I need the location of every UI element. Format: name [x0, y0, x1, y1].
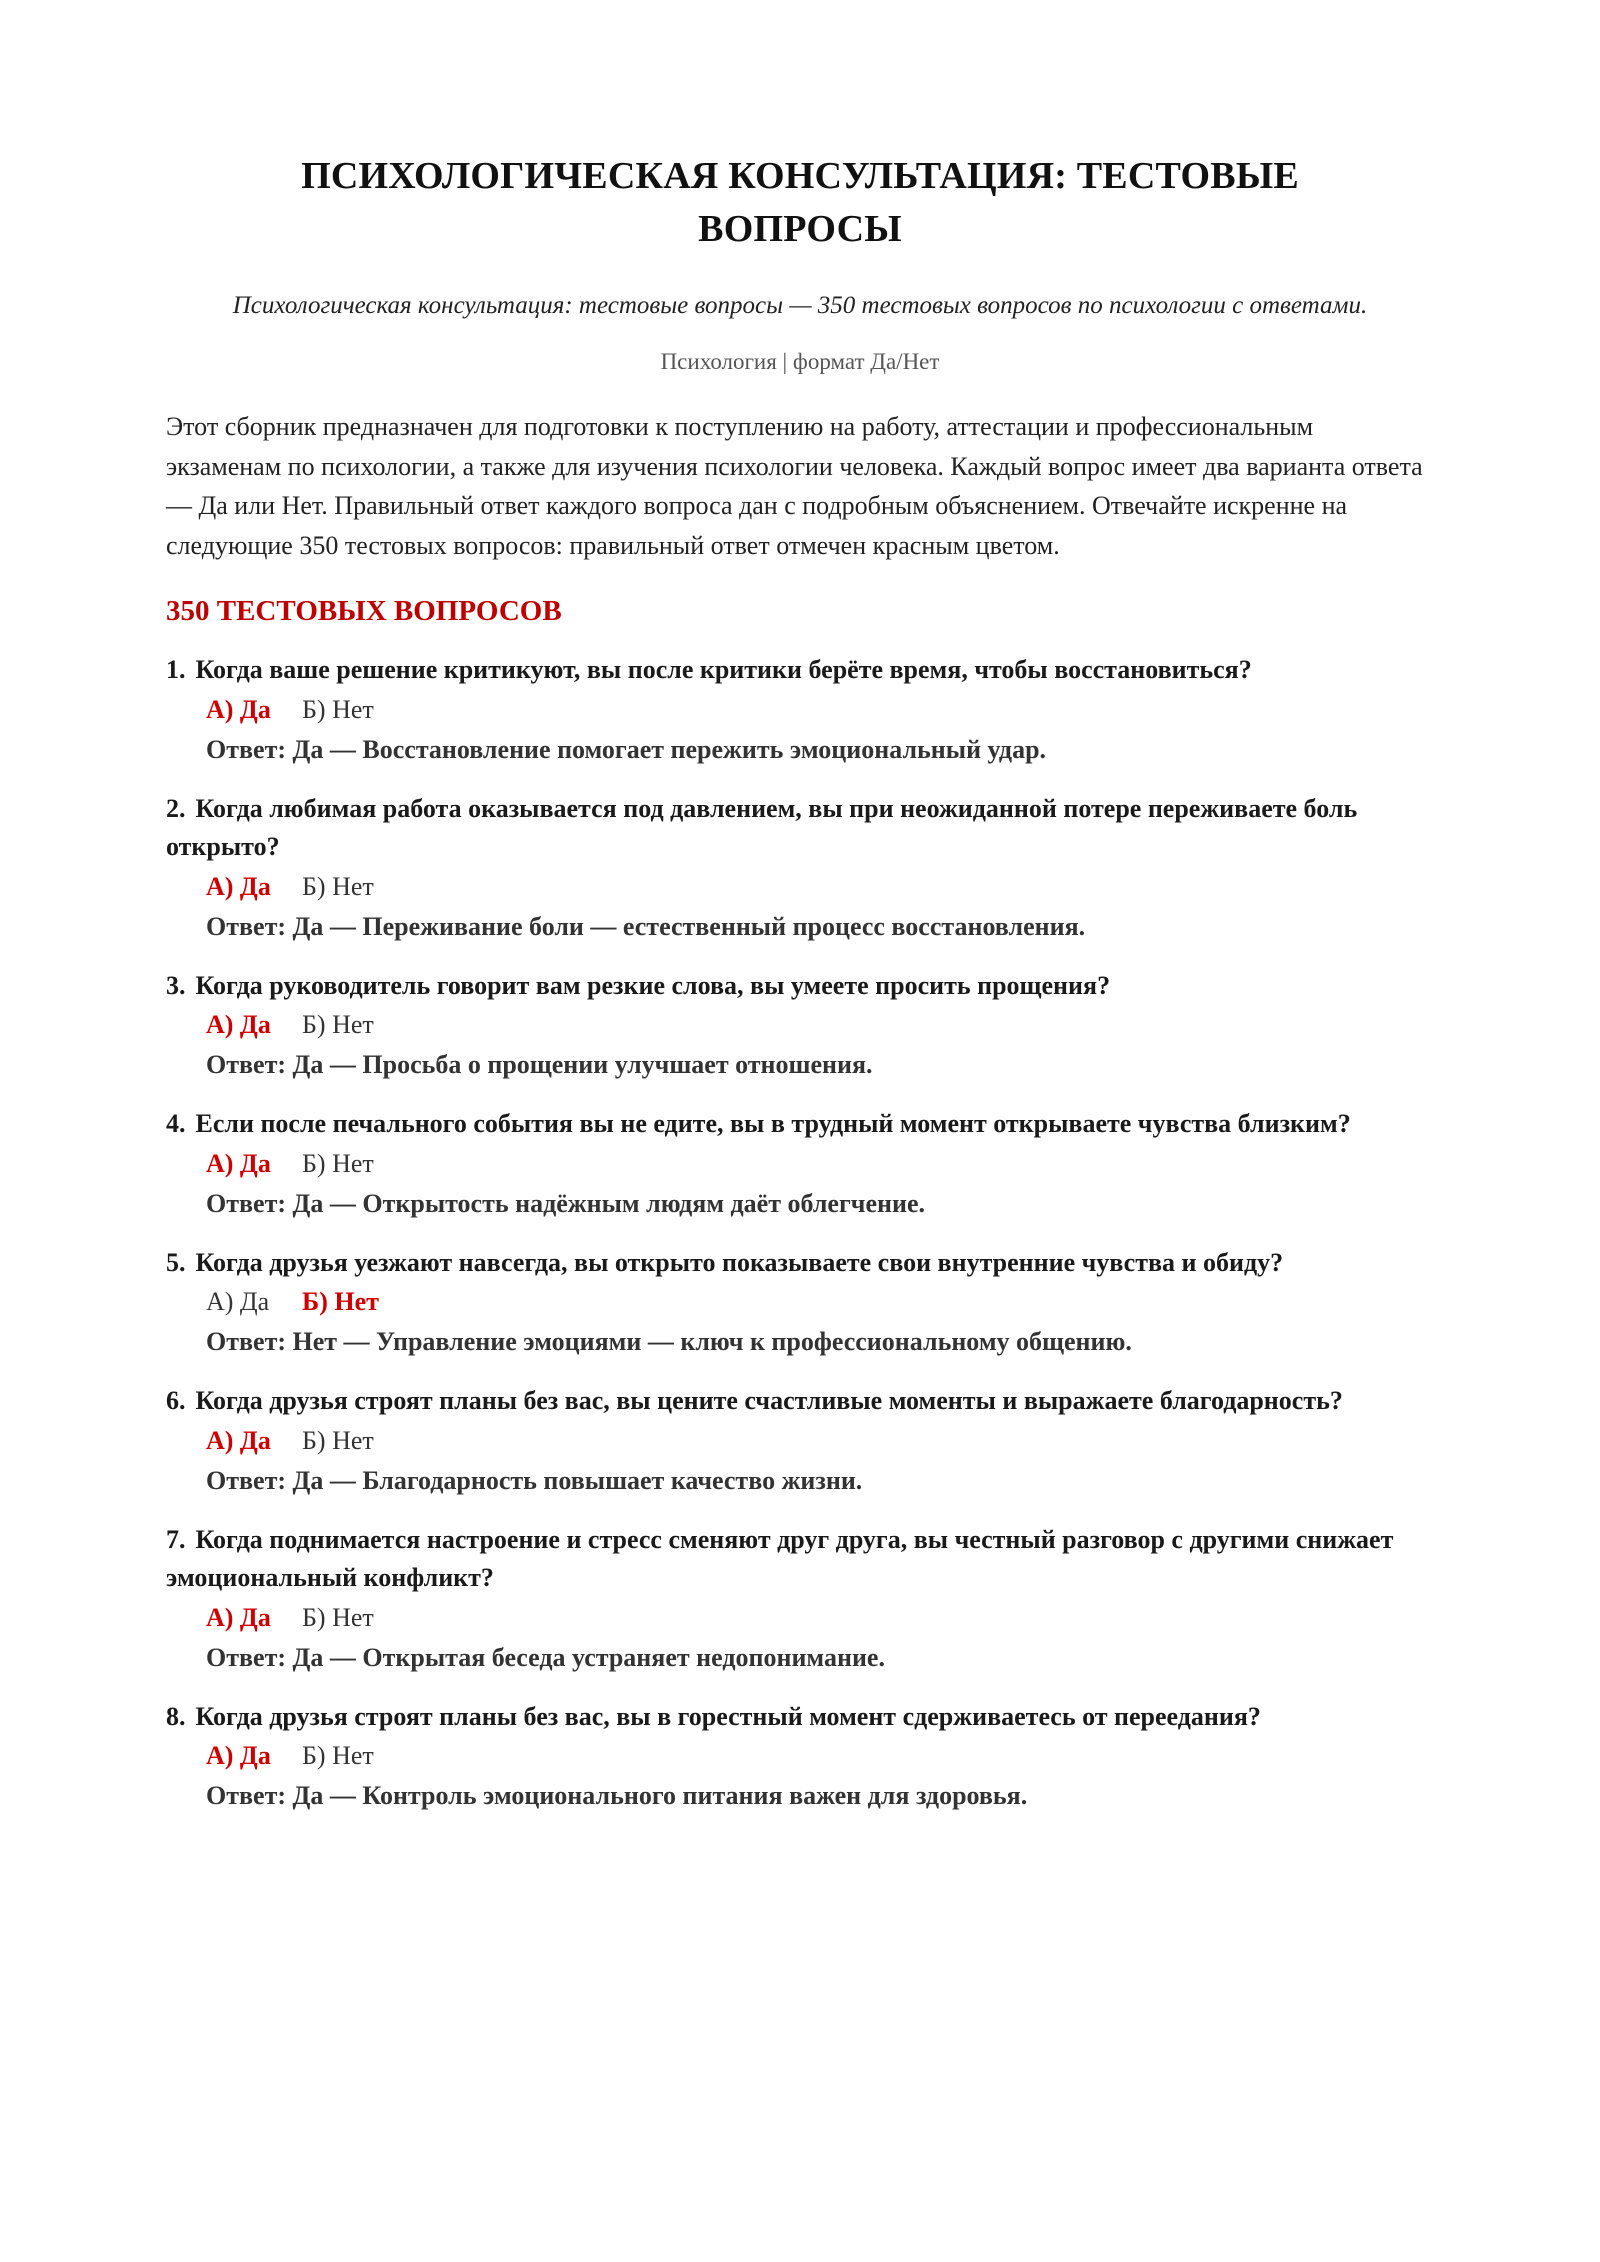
option-a: А) Да	[206, 1741, 271, 1770]
option-a: А) Да	[206, 871, 271, 901]
question-list	[166, 651, 1434, 1816]
answer-explanation: Ответ: Да — Открытая беседа устраняет недопонимание.	[206, 1642, 885, 1672]
question-number: 2.	[166, 793, 186, 823]
intro-paragraph: Этот сборник предназначен для подготовки к поступлению на работу, аттестации и профессиональным экзаменам по психологии, а также для изучения психологии человека. Каждый вопрос имеет два варианта ответа — Да или Нет. Правильный ответ каждого вопроса дан с подробным объяснением. Отвечайте искренне на следующие 350 тестовых вопросов: правильный ответ отмечен красным цветом.	[166, 412, 1423, 560]
question-text: Когда друзья строят планы без вас, вы цените счастливые моменты и выражаете благодарность?	[195, 1386, 1343, 1415]
answer-options	[166, 1736, 1434, 1776]
question-number: 3.	[166, 970, 186, 1000]
answer-options	[166, 1282, 1434, 1322]
question-text-line	[166, 1382, 1434, 1421]
question-text: Если после печального события вы не едите, вы в трудный момент открываете чувства близким?	[195, 1109, 1351, 1138]
question-text-line	[166, 651, 1434, 690]
option-b: Б) Нет	[302, 1148, 374, 1178]
answer-explanation: Ответ: Да — Открытость надёжным людям даёт облегчение.	[206, 1188, 925, 1218]
answer-explanation: Ответ: Да — Переживание боли — естественный процесс восстановления.	[206, 911, 1086, 941]
question-number: 8.	[166, 1701, 186, 1731]
option-b: Б) Нет	[302, 1425, 374, 1455]
question-number: 5.	[166, 1247, 186, 1277]
question-text-line	[166, 967, 1434, 1006]
question-text-line	[166, 790, 1434, 867]
question-text: Когда руководитель говорит вам резкие слова, вы умеете просить прощения?	[195, 970, 1111, 1000]
question-text-line	[166, 1521, 1434, 1598]
question-item	[166, 1698, 1434, 1817]
question-text: Когда друзья уезжают навсегда, вы открыто показываете свои внутренние чувства и обиду?	[195, 1247, 1284, 1277]
option-b: Б) Нет	[302, 1287, 379, 1316]
question-number: 4.	[166, 1109, 186, 1138]
answer-explanation: Ответ: Да — Просьба о прощении улучшает отношения.	[206, 1050, 873, 1079]
option-a: А) Да	[206, 694, 271, 724]
option-b: Б) Нет	[302, 871, 374, 901]
answer-explanation: Ответ: Да — Восстановление помогает пережить эмоциональный удар.	[206, 734, 1047, 764]
question-text: Когда ваше решение критикуют, вы после критики берёте время, чтобы восстановиться?	[195, 655, 1252, 684]
option-a: А) Да	[206, 1148, 271, 1178]
answer-options	[166, 1421, 1434, 1461]
option-a: А) Да	[206, 1287, 270, 1316]
question-text-line	[166, 1105, 1434, 1144]
document-title: ПСИХОЛОГИЧЕСКАЯ КОНСУЛЬТАЦИЯ: ТЕСТОВЫЕ ВОПРОСЫ	[301, 155, 1299, 250]
question-item	[166, 651, 1434, 770]
question-item	[166, 1521, 1434, 1678]
option-a: А) Да	[206, 1602, 271, 1632]
question-item	[166, 1382, 1434, 1501]
answer-options	[166, 1005, 1434, 1045]
document-subtitle: Психологическая консультация: тестовые вопросы — 350 тестовых вопросов по психологии с ответами.	[232, 292, 1368, 319]
option-a: А) Да	[206, 1010, 271, 1039]
question-text-line	[166, 1698, 1434, 1737]
answer-options	[166, 1598, 1434, 1638]
option-b: Б) Нет	[302, 694, 374, 724]
option-b: Б) Нет	[302, 1741, 374, 1770]
question-number: 7.	[166, 1524, 186, 1554]
question-item	[166, 1244, 1434, 1363]
option-b: Б) Нет	[302, 1602, 374, 1632]
question-item	[166, 790, 1434, 947]
answer-options	[166, 1144, 1434, 1184]
answer-explanation: Ответ: Нет — Управление эмоциями — ключ к профессиональному общению.	[206, 1327, 1132, 1356]
question-text: Когда поднимается настроение и стресс сменяют друг друга, вы честный разговор с другими снижает эмоциональный конфликт?	[166, 1524, 1394, 1592]
answer-explanation: Ответ: Да — Контроль эмоционального питания важен для здоровья.	[206, 1781, 1028, 1810]
question-item	[166, 1105, 1434, 1224]
answer-explanation: Ответ: Да — Благодарность повышает качество жизни.	[206, 1465, 863, 1495]
option-a: А) Да	[206, 1425, 271, 1455]
answer-options	[166, 690, 1434, 730]
section-heading: 350 ТЕСТОВЫХ ВОПРОСОВ	[166, 595, 562, 627]
question-text: Когда друзья строят планы без вас, вы в горестный момент сдерживаетесь от переедания?	[195, 1701, 1261, 1731]
question-number: 6.	[166, 1386, 186, 1415]
question-text: Когда любимая работа оказывается под давлением, вы при неожиданной потере переживаете боль открыто?	[166, 793, 1358, 861]
option-b: Б) Нет	[302, 1010, 374, 1039]
question-text-line	[166, 1244, 1434, 1283]
question-item	[166, 967, 1434, 1086]
document-meta: Психология | формат Да/Нет	[660, 349, 940, 374]
question-number: 1.	[166, 655, 186, 684]
answer-options	[166, 867, 1434, 907]
